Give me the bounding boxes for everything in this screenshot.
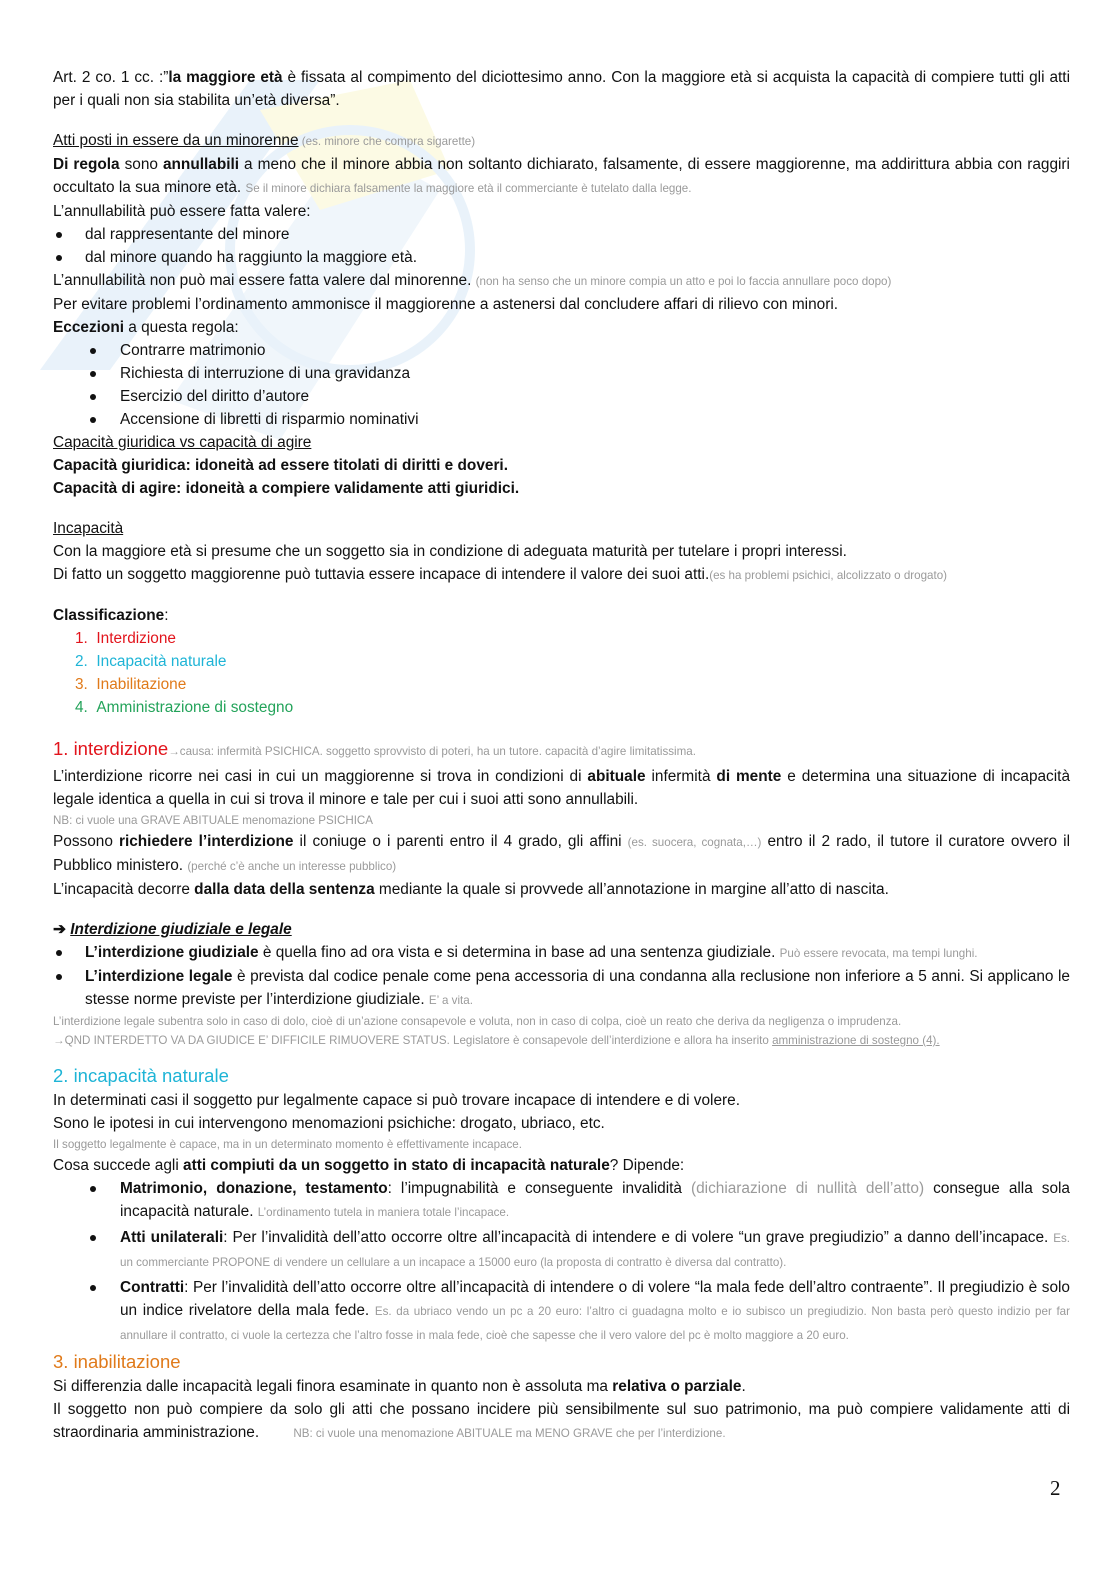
interdiction-p3: L’incapacità decorre dalla data della sentenza mediante la quale si provvede all’annotazione in margine all’atto di nascita. bbox=[53, 881, 889, 898]
natural-line-1: In determinati casi il soggetto pur legalmente capace si può trovare incapace di intendere e di volere. bbox=[53, 1092, 740, 1109]
natural-question: Cosa succede agli atti compiuti da un soggetto in stato di incapacità naturale? Dipende: bbox=[53, 1157, 685, 1174]
article-paragraph: Art. 2 co. 1 cc. :”la maggiore età è fissata al compimento del diciottesimo anno. Con la maggiore età si acquista la capacità di compiere tutti gli atti per i quali non sia stabilita un’età diversa”. bbox=[53, 69, 1070, 109]
annullability-never: L’annullabilità non può mai essere fatta valere dal minorenne. (non ha senso che un minore compia un atto e poi lo faccia annullare poco dopo) bbox=[53, 272, 892, 289]
list-item: Contrarre matrimonio bbox=[53, 339, 1070, 362]
list-item: Richiesta di interruzione di una gravidanza bbox=[53, 362, 1070, 385]
list-item: Atti unilaterali: Per l’invalidità dell’atto occorre oltre all’incapacità di intendere e di volere “un grave pregiudizio” a danno dell’incapace. Es. un commerciante PROPONE di vendere un cellulare a un incapace a 15000 euro (la proposta di contratto è diversa dal contratto). bbox=[53, 1226, 1070, 1274]
list-item: L’interdizione legale è prevista dal codice penale come pena accessoria di una condanna alla reclusione non inferiore a 5 anni. Si applicano le stesse norme previste per l’interdizione giudiziale. E’ a vita. bbox=[53, 965, 1070, 1012]
annullability-intro: L’annullabilità può essere fatta valere: bbox=[53, 203, 311, 220]
list-item: Matrimonio, donazione, testamento: l’impugnabilità e conseguente invalidità (dichiarazione di nullità dell’atto) consegue alla sola incapacità naturale. L’ordinamento tutela in maniera totale l’incapace. bbox=[53, 1177, 1070, 1224]
natural-incapacity-heading: 2. incapacità naturale bbox=[53, 1065, 229, 1086]
classification-heading: Classificazione: bbox=[53, 607, 169, 624]
list-item: Contratti: Per l’invalidità dell’atto occorre oltre all’incapacità di intendere o di volere “la mala fede dell’altro contraente”. Il pregiudizio è solo un indice rivelatore della mala fede. Es. da ubriaco vendo un pc a 20 euro: l’altro ci guadagna molto e io subisco un pregiudizio. Non basta però questo indizio per far annullare il contratto, ci vuole la certezza che l’altro fosse in mala fede, cioè che sapesse che il vero valore del pc è molto maggiore a 20 euro. bbox=[53, 1276, 1070, 1347]
list-item: dal minore quando ha raggiunto la maggiore età. bbox=[53, 246, 1070, 269]
minors-rule: Di regola sono annullabili a meno che il minore abbia non soltanto dichiarato, falsamente, di essere maggiorenne, ma addirittura abbia con raggiri occultato la sua minore età. Se il minore dichiara falsamente la maggiore età il commerciante è tutelato dalla legge. bbox=[53, 156, 1070, 196]
interdiction-footnote-2: →QND INTERDETTO VA DA GIUDICE E’ DIFFICILE RIMUOVERE STATUS. Legislatore è consapevole dell’interdizione e allora ha inserito amministrazione di sostegno (4). bbox=[53, 1034, 940, 1047]
exceptions-heading: Eccezioni a questa regola: bbox=[53, 319, 239, 336]
interdiction-footnote-1: L’interdizione legale subentra solo in caso di dolo, cioè di un’azione consapevole e voluta, non in caso di colpa, cioè un reato che deriva da negligenza o imprudenza. bbox=[53, 1015, 902, 1028]
list-item: L’interdizione giudiziale è quella fino ad ora vista e si determina in base ad una sentenza giudiziale. Può essere revocata, ma tempi lunghi. bbox=[53, 941, 1070, 965]
minors-heading: Atti posti in essere da un minorenne (es. minore che compra sigarette) bbox=[53, 132, 476, 149]
list-item: Accensione di libretti di risparmio nominativi bbox=[53, 408, 1070, 431]
capacity-to-act: Capacità di agire: idoneità a compiere validamente atti giuridici. bbox=[53, 480, 520, 497]
natural-acts-list bbox=[53, 1177, 1070, 1347]
list-item: 1. Interdizione bbox=[75, 630, 176, 647]
capacity-heading: Capacità giuridica vs capacità di agire bbox=[53, 434, 312, 451]
list-item: dal rappresentante del minore bbox=[53, 223, 1070, 246]
interdiction-subheading: ➔ Interdizione giudiziale e legale bbox=[53, 921, 292, 938]
inabilitation-line-2: Il soggetto non può compiere da solo gli atti che possano incidere più sensibilmente sul suo patrimonio, ma può compiere validamente atti di straordinaria amministrazione. NB: ci vuole una menomazione ABITUALE ma MENO GRAVE che per l’interdizione. bbox=[53, 1401, 1070, 1441]
list-item: 2. Incapacità naturale bbox=[75, 653, 227, 670]
interdiction-p2: Possono richiedere l’interdizione il coniuge o i parenti entro il 4 grado, gli affini (es. suocera, cognata,…) entro il 2 rado, il tutore il curatore ovvero il Pubblico ministero. (perché c’è anche un interesse pubblico) bbox=[53, 833, 1071, 874]
list-item: 3. Inabilitazione bbox=[75, 676, 187, 693]
natural-note: Il soggetto legalmente è capace, ma in un determinato momento è effettivamente incapace. bbox=[53, 1138, 522, 1151]
legal-capacity: Capacità giuridica: idoneità ad essere titolati di diritti e doveri. bbox=[53, 457, 508, 474]
incapacity-line-1: Con la maggiore età si presume che un soggetto sia in condizione di adeguata maturità per tutelare i propri interessi. bbox=[53, 543, 847, 560]
natural-line-2: Sono le ipotesi in cui intervengono menomazioni psichiche: drogato, ubriaco, etc. bbox=[53, 1115, 605, 1132]
list-item: Esercizio del diritto d’autore bbox=[53, 385, 1070, 408]
inabilitation-line-1: Si differenzia dalle incapacità legali finora esaminate in quanto non è assoluta ma relativa o parziale. bbox=[53, 1378, 746, 1395]
classification-list bbox=[53, 627, 1070, 719]
incapacity-line-2: Di fatto un soggetto maggiorenne può tuttavia essere incapace di intendere il valore dei suoi atti.(es ha problemi psichici, alcolizzato o drogato) bbox=[53, 566, 948, 583]
annullability-list bbox=[53, 223, 1070, 269]
interdiction-nb: NB: ci vuole una GRAVE ABITUALE menomazione PSICHICA bbox=[53, 814, 374, 827]
list-item: 4. Amministrazione di sostegno bbox=[75, 699, 294, 716]
inabilitation-heading: 3. inabilitazione bbox=[53, 1351, 181, 1372]
interdiction-heading: 1. interdizione→causa: infermità PSICHICA. soggetto sprovvisto di poteri, ha un tutore. capacità d’agire limitatissima. bbox=[53, 738, 696, 759]
avoid-problems: Per evitare problemi l’ordinamento ammonisce il maggiorenne a astenersi dal concludere affari di rilievo con minori. bbox=[53, 296, 839, 313]
page-number: 2 bbox=[1050, 1476, 1061, 1500]
exceptions-list bbox=[53, 339, 1070, 431]
interdiction-p1: L’interdizione ricorre nei casi in cui un maggiorenne si trova in condizioni di abituale infermità di mente e determina una situazione di incapacità legale identica a quella in cui si trova il minore e tale per cui i suoi atti sono annullabili. bbox=[53, 768, 1071, 808]
document-page bbox=[53, 66, 1070, 1445]
incapacity-heading: Incapacità bbox=[53, 520, 124, 537]
interdiction-types bbox=[53, 941, 1070, 1012]
